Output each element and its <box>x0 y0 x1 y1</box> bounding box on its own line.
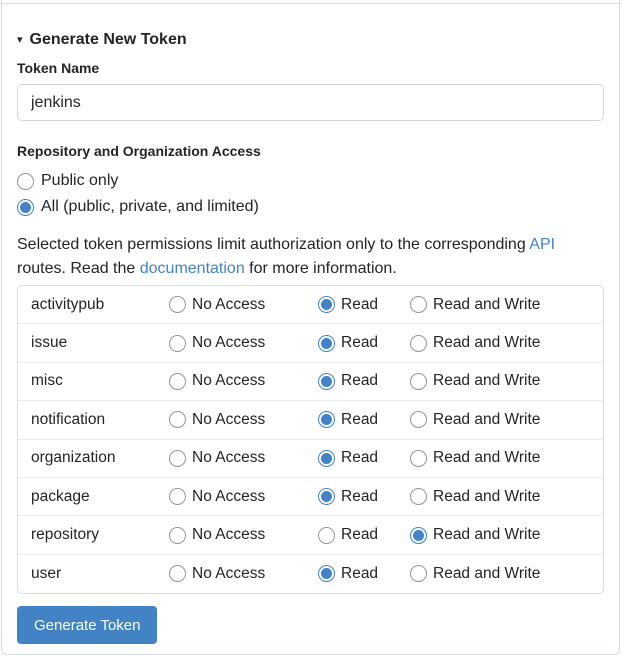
access-option-no-access[interactable] <box>156 411 305 429</box>
scope-access-label: Repository and Organization Access <box>17 143 261 159</box>
scope-option-all[interactable] <box>17 198 604 216</box>
access-level-label: Read <box>341 487 379 505</box>
note-text: for more information. <box>244 260 397 277</box>
permissions-table <box>17 285 604 594</box>
access-option-read[interactable] <box>305 411 397 429</box>
access-option-read-write[interactable] <box>397 334 603 352</box>
permission-row <box>18 440 603 478</box>
permissions-note <box>17 233 607 281</box>
access-radio[interactable] <box>410 565 427 582</box>
section-title: Generate New Token <box>29 31 187 48</box>
token-name-input[interactable] <box>17 84 604 121</box>
access-level-label: No Access <box>192 487 266 505</box>
access-level-label: Read <box>341 295 379 313</box>
access-option-read-write[interactable] <box>397 449 603 467</box>
access-level-label: Read <box>341 334 379 352</box>
access-radio[interactable] <box>410 373 427 390</box>
access-level-label: Read and Write <box>433 449 541 467</box>
panel-content <box>2 31 619 644</box>
note-text: routes. Read the <box>17 260 140 277</box>
scope-name: repository <box>31 526 100 544</box>
access-option-read[interactable] <box>305 449 397 467</box>
access-level-label: No Access <box>192 295 266 313</box>
scope-option-label: Public only <box>41 172 119 189</box>
access-radio[interactable] <box>318 335 335 352</box>
documentation-link[interactable]: documentation <box>139 260 245 277</box>
scope-option-label: All (public, private, and limited) <box>41 198 259 215</box>
access-option-read[interactable] <box>305 565 397 583</box>
access-radio[interactable] <box>169 296 186 313</box>
access-option-no-access[interactable] <box>156 488 305 506</box>
access-radio[interactable] <box>169 565 186 582</box>
access-radio[interactable] <box>169 450 186 467</box>
access-option-read-write[interactable] <box>397 296 603 314</box>
access-level-label: Read and Write <box>433 372 541 390</box>
access-radio[interactable] <box>318 488 335 505</box>
collapse-triangle-icon: ▾ <box>17 33 23 46</box>
access-radio[interactable] <box>169 335 186 352</box>
access-level-label: Read and Write <box>433 334 541 352</box>
access-radio[interactable] <box>410 411 427 428</box>
scope-name: user <box>31 564 62 582</box>
access-option-read-write[interactable] <box>397 565 603 583</box>
access-radio[interactable] <box>318 296 335 313</box>
generate-token-button[interactable]: Generate Token <box>17 606 157 644</box>
scope-name: organization <box>31 449 116 467</box>
access-radio[interactable] <box>410 296 427 313</box>
generate-new-token-header[interactable] <box>17 31 604 49</box>
access-level-label: No Access <box>192 564 266 582</box>
scope-name: activitypub <box>31 295 105 313</box>
scope-name: misc <box>31 372 63 390</box>
access-radio[interactable] <box>318 527 335 544</box>
access-option-no-access[interactable] <box>156 372 305 390</box>
access-option-read-write[interactable] <box>397 488 603 506</box>
permission-row <box>18 555 603 593</box>
access-level-label: Read <box>341 449 379 467</box>
access-option-read[interactable] <box>305 372 397 390</box>
access-level-label: Read <box>341 564 379 582</box>
access-option-no-access[interactable] <box>156 296 305 314</box>
access-level-label: No Access <box>192 410 266 428</box>
access-level-label: Read and Write <box>433 526 541 544</box>
permission-row <box>18 516 603 554</box>
access-level-label: Read <box>341 526 379 544</box>
access-radio[interactable] <box>318 373 335 390</box>
access-radio[interactable] <box>169 488 186 505</box>
note-text: Selected token permissions limit authorization only to the corresponding <box>17 236 530 253</box>
access-option-no-access[interactable] <box>156 526 305 544</box>
token-name-label: Token Name <box>17 60 100 76</box>
access-option-read[interactable] <box>305 334 397 352</box>
permission-row <box>18 286 603 324</box>
api-link[interactable]: API <box>529 236 556 253</box>
scope-option-public-only[interactable] <box>17 172 604 190</box>
generate-token-panel <box>1 0 620 655</box>
access-radio[interactable] <box>318 565 335 582</box>
access-option-no-access[interactable] <box>156 449 305 467</box>
access-option-no-access[interactable] <box>156 334 305 352</box>
scope-radio-all[interactable] <box>17 199 34 216</box>
access-radio[interactable] <box>169 411 186 428</box>
access-level-label: Read and Write <box>433 564 541 582</box>
access-option-no-access[interactable] <box>156 565 305 583</box>
scope-name: issue <box>31 334 68 352</box>
access-radio[interactable] <box>410 488 427 505</box>
access-level-label: No Access <box>192 449 266 467</box>
permission-row <box>18 324 603 362</box>
access-radio[interactable] <box>318 411 335 428</box>
access-radio[interactable] <box>410 450 427 467</box>
scope-name: notification <box>31 410 106 428</box>
access-option-read[interactable] <box>305 296 397 314</box>
permission-row <box>18 363 603 401</box>
access-radio[interactable] <box>169 527 186 544</box>
access-option-read-write[interactable] <box>397 411 603 429</box>
permission-row <box>18 478 603 516</box>
access-level-label: No Access <box>192 372 266 390</box>
access-radio[interactable] <box>169 373 186 390</box>
access-option-read-write[interactable] <box>397 526 603 544</box>
access-level-label: Read and Write <box>433 295 541 313</box>
permission-row <box>18 401 603 439</box>
access-radio[interactable] <box>410 335 427 352</box>
access-option-read[interactable] <box>305 526 397 544</box>
section-divider <box>2 0 619 4</box>
access-radio[interactable] <box>318 450 335 467</box>
access-option-read[interactable] <box>305 488 397 506</box>
access-level-label: Read and Write <box>433 487 541 505</box>
scope-radio-public[interactable] <box>17 173 34 190</box>
scope-name: package <box>31 487 90 505</box>
access-level-label: No Access <box>192 334 266 352</box>
access-level-label: No Access <box>192 526 266 544</box>
access-level-label: Read <box>341 410 379 428</box>
access-level-label: Read <box>341 372 379 390</box>
access-level-label: Read and Write <box>433 410 541 428</box>
access-radio[interactable] <box>410 527 427 544</box>
access-option-read-write[interactable] <box>397 372 603 390</box>
